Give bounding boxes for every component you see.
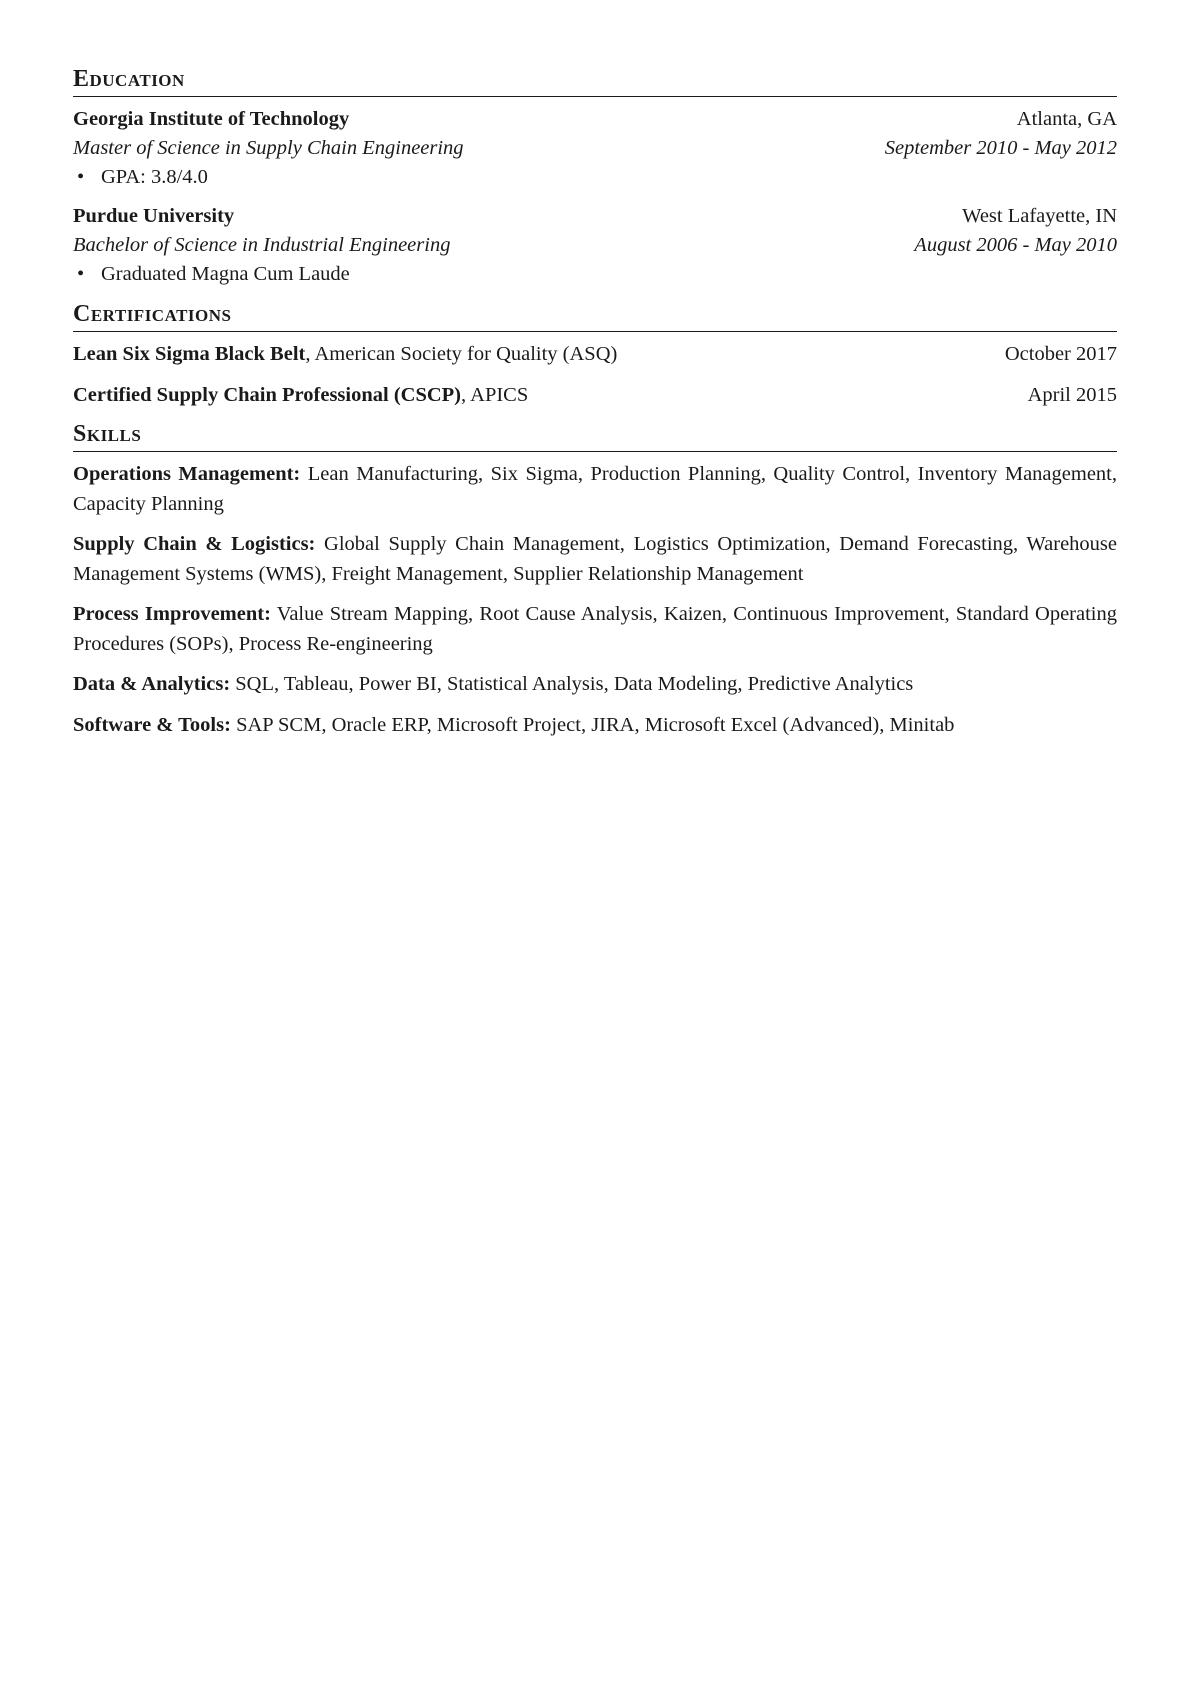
- skill-text: SQL, Tableau, Power BI, Statistical Analysis, Data Modeling, Predictive Analytics: [230, 673, 914, 695]
- skill-text: Lean Manufacturing, Six Sigma, Production Planning, Quality Control, Inventory Management, Capacity Planning: [73, 463, 1117, 515]
- skill-label: Operations Management:: [73, 463, 301, 485]
- skill-label: Supply Chain & Logistics:: [73, 533, 316, 555]
- education-bullet: • GPA: 3.8/4.0: [77, 163, 1117, 192]
- degree: Bachelor of Science in Industrial Engineering: [73, 234, 451, 256]
- education-bullet: • Graduated Magna Cum Laude: [77, 260, 1117, 289]
- skill-label: Software & Tools:: [73, 713, 231, 736]
- education-entry: [73, 105, 1117, 192]
- certification-issuer: , APICS: [461, 384, 529, 406]
- degree-dates: August 2006 - May 2010: [914, 234, 1117, 256]
- skills-section: [73, 419, 1117, 740]
- education-section: [73, 64, 1117, 289]
- degree: Master of Science in Supply Chain Engineering: [73, 137, 464, 159]
- certification-name: Lean Six Sigma Black Belt: [73, 343, 306, 365]
- degree-dates: September 2010 - May 2012: [884, 137, 1117, 159]
- school-name: Georgia Institute of Technology: [73, 108, 350, 130]
- certifications-section: [73, 299, 1117, 410]
- skill-text: Value Stream Mapping, Root Cause Analysis, Kaizen, Continuous Improvement, Standard Operating Procedures (SOPs), Process Re-engineering: [73, 603, 1117, 655]
- school-location: Atlanta, GA: [1016, 108, 1117, 130]
- skill-group: [73, 530, 1117, 589]
- skill-group: [73, 711, 1117, 741]
- skill-text: Global Supply Chain Management, Logistics Optimization, Demand Forecasting, Warehouse Management Systems (WMS), Freight Management, Supplier Relationship Management: [73, 533, 1117, 585]
- section-heading-education: Education: [73, 64, 1117, 97]
- skill-text: SAP SCM, Oracle ERP, Microsoft Project, JIRA, Microsoft Excel (Advanced), Minitab: [230, 713, 955, 736]
- education-bullets: [73, 163, 1117, 192]
- skill-group: [73, 600, 1117, 659]
- school-name: Purdue University: [73, 205, 235, 227]
- certification-name: Certified Supply Chain Professional (CSCP): [73, 384, 462, 406]
- certification-issuer: , American Society for Quality (ASQ): [305, 343, 618, 365]
- section-heading-certifications: Certifications: [73, 299, 1117, 332]
- certification-date: October 2017: [1004, 343, 1117, 365]
- skill-group: [73, 460, 1117, 519]
- section-heading-skills: Skills: [73, 419, 1117, 452]
- certification-item: [73, 340, 1117, 369]
- certification-date: April 2015: [1027, 384, 1117, 406]
- skill-label: Process Improvement:: [73, 603, 271, 625]
- school-location: West Lafayette, IN: [962, 205, 1117, 227]
- education-bullets: [73, 260, 1117, 289]
- resume-page: [73, 60, 1117, 751]
- education-entry: [73, 202, 1117, 289]
- skill-group: [73, 670, 1117, 700]
- certification-item: [73, 381, 1117, 410]
- skill-label: Data & Analytics:: [73, 673, 231, 695]
